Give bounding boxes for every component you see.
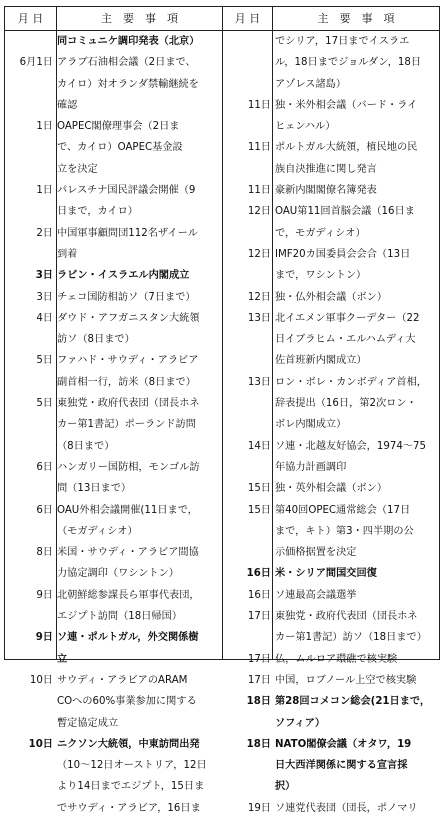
entry-text: チェコ国防相訪ソ（7日まで） bbox=[57, 291, 196, 303]
entry-text: ポルトガル大統領，植民地の民 bbox=[275, 142, 418, 154]
entry-text: 同コミュニケ調印発表（北京） bbox=[57, 36, 200, 47]
chronology-row bbox=[5, 350, 222, 371]
entry-text: OAU外相会議開催(11日まで， bbox=[57, 504, 198, 516]
entry-text: ダウド・アフガニスタン大統領 bbox=[57, 312, 200, 324]
chronology-row bbox=[5, 329, 222, 350]
chronology-row bbox=[223, 329, 439, 350]
chronology-row bbox=[5, 95, 222, 116]
chronology-row bbox=[223, 627, 439, 648]
entry-text: カイロ）対オランダ禁輸継続を bbox=[57, 78, 199, 90]
entry-text: アラブ石油相会議（2日まで、 bbox=[57, 57, 196, 69]
entry-text: 独・米外相会議（バード・ライ bbox=[275, 99, 418, 111]
entry-text: 日大西洋関係に関する宣言採 bbox=[275, 760, 408, 772]
chronology-row bbox=[223, 350, 439, 371]
entry-text: IMF20カ国委員会会合（13日 bbox=[275, 248, 411, 260]
chronology-row bbox=[223, 372, 439, 393]
entry-date: 13日 bbox=[247, 312, 271, 324]
entry-text: ソフィア） bbox=[275, 717, 326, 729]
chronology-row bbox=[223, 478, 439, 499]
chronology-row bbox=[223, 734, 439, 755]
entry-date: 12日 bbox=[247, 291, 271, 303]
entry-date: 3日 bbox=[36, 291, 53, 303]
chronology-row bbox=[5, 457, 222, 478]
entry-date: 8日 bbox=[36, 547, 53, 559]
chronology-row bbox=[223, 244, 439, 265]
entry-text: カー第1書記）ポーランド訪問 bbox=[57, 419, 196, 431]
chronology-row bbox=[5, 308, 222, 329]
chronology-row bbox=[5, 31, 222, 52]
chronology-row bbox=[5, 798, 222, 819]
entry-date: 6日 bbox=[36, 461, 53, 473]
chronology-row bbox=[223, 116, 439, 137]
chronology-row bbox=[223, 265, 439, 286]
entry-text: で、カイロ）OAPEC基金設 bbox=[57, 142, 183, 154]
chronology-row bbox=[223, 691, 439, 712]
chronology-row bbox=[5, 649, 222, 670]
chronology-row bbox=[5, 436, 222, 457]
chronology-row bbox=[223, 52, 439, 73]
chronology-row bbox=[5, 776, 222, 797]
chronology-row bbox=[223, 521, 439, 542]
entry-date: 9日 bbox=[36, 589, 53, 601]
entry-text: でサウディ・アラビア，16日ま bbox=[57, 802, 201, 814]
chronology-row bbox=[223, 393, 439, 414]
chronology-row bbox=[223, 563, 439, 584]
chronology-row bbox=[5, 606, 222, 627]
chronology-row bbox=[5, 265, 222, 286]
entry-date: 10日 bbox=[28, 738, 53, 750]
chronology-row bbox=[223, 223, 439, 244]
event-header-right: 主 要 事 項 bbox=[317, 12, 395, 25]
entry-text: 訪ソ（8日まで） bbox=[57, 334, 135, 346]
entry-text: （10～12日オーストリア，12日 bbox=[57, 760, 207, 772]
chronology-row bbox=[223, 159, 439, 180]
entry-date: 15日 bbox=[247, 504, 271, 516]
entry-text: ソ連・北越友好協会，1974～75 bbox=[275, 440, 426, 452]
chronology-row bbox=[223, 74, 439, 95]
chronology-row bbox=[5, 500, 222, 521]
chronology-row bbox=[5, 627, 222, 648]
entry-text: ヒェンハル） bbox=[275, 121, 336, 133]
entry-text: NATO閣僚会議（オタワ，19 bbox=[275, 738, 412, 750]
chronology-row bbox=[5, 542, 222, 563]
chronology-row bbox=[223, 137, 439, 158]
chronology-row bbox=[5, 713, 222, 734]
entry-text: 東独党・政府代表団（団長ホネ bbox=[275, 611, 418, 623]
chronology-row bbox=[223, 670, 439, 691]
entry-date: 17日 bbox=[247, 674, 271, 686]
chronology-row bbox=[5, 116, 222, 137]
entry-text: 確認 bbox=[57, 99, 78, 111]
chronology-row bbox=[5, 521, 222, 542]
entry-text: 中国，ロブノール上空で核実験 bbox=[275, 674, 417, 686]
entry-text: 独・英外相会議（ボン） bbox=[275, 483, 388, 495]
entry-text: アゾレス諸島） bbox=[275, 78, 347, 90]
entry-date: 2日 bbox=[36, 227, 53, 239]
entry-text: ロン・ボレ・カンボディア首相， bbox=[275, 376, 427, 388]
entry-text: 到着 bbox=[57, 248, 78, 260]
chronology-row bbox=[223, 649, 439, 670]
entry-text: OAPEC閣僚理事会（2日ま bbox=[57, 121, 180, 133]
entry-text: 北イエメン軍事クーデター（22 bbox=[275, 312, 420, 324]
chronology-row bbox=[5, 755, 222, 776]
entry-text: 立 bbox=[57, 653, 68, 665]
entry-text: 択） bbox=[275, 781, 296, 793]
chronology-row bbox=[223, 414, 439, 435]
chronology-row bbox=[5, 585, 222, 606]
chronology-row bbox=[223, 95, 439, 116]
entry-date: 12日 bbox=[247, 206, 271, 218]
entry-text: まで，ワシントン） bbox=[275, 270, 367, 282]
entry-text: 年協力計画調印 bbox=[275, 461, 347, 473]
entry-text: ボレ内閣成立） bbox=[275, 419, 347, 431]
entry-text: 中国軍事顧問団112名ザイール bbox=[57, 227, 198, 239]
entry-text: 示価格据置を決定 bbox=[275, 547, 357, 559]
entry-text: ル，18日までジョルダン，18日 bbox=[275, 57, 422, 69]
entry-text: 米国・サウディ・アラビア間協 bbox=[57, 547, 199, 559]
entry-text: ニクソン大統領，中東訪問出発 bbox=[57, 738, 200, 750]
chronology-row bbox=[223, 287, 439, 308]
entry-text: 問（13日まで） bbox=[57, 483, 132, 495]
chronology-row bbox=[223, 755, 439, 776]
entry-date: 18日 bbox=[246, 696, 271, 708]
chronology-row bbox=[223, 457, 439, 478]
chronology-row bbox=[5, 287, 222, 308]
chronology-row bbox=[5, 137, 222, 158]
chronology-row bbox=[5, 223, 222, 244]
chronology-row bbox=[5, 734, 222, 755]
entry-text: （モガディシオ） bbox=[57, 525, 138, 537]
entry-date: 3日 bbox=[35, 270, 53, 282]
entry-text: ソ連・ポルトガル，外交関係樹 bbox=[57, 632, 199, 644]
chronology-row bbox=[223, 606, 439, 627]
entry-date: 13日 bbox=[247, 376, 271, 388]
entry-text: 第40回OPEC通常総会（17日 bbox=[275, 504, 411, 516]
entry-date: 19日 bbox=[247, 802, 271, 814]
entry-text: （8日まで） bbox=[57, 440, 115, 452]
chronology-row bbox=[5, 478, 222, 499]
entry-text: 豪新内閣閣僚名簿発表 bbox=[275, 185, 377, 197]
chronology-row bbox=[5, 244, 222, 265]
chronology-row bbox=[223, 308, 439, 329]
entry-text: サウディ・アラビアのARAM bbox=[57, 674, 188, 686]
date-header-right: 月 日 bbox=[234, 12, 261, 25]
entry-date: 6日 bbox=[36, 504, 53, 516]
chronology-row bbox=[5, 691, 222, 712]
chronology-row bbox=[5, 159, 222, 180]
entry-text: 仏，ムルロア環礁で核実験 bbox=[275, 653, 398, 665]
entry-date: 1日 bbox=[36, 121, 53, 133]
entry-text: 副首相一行，訪米（8日まで） bbox=[57, 376, 196, 388]
entry-text: 独・仏外相会議（ボン） bbox=[275, 291, 388, 303]
chronology-row bbox=[223, 542, 439, 563]
entry-date: 6月1日 bbox=[19, 57, 53, 69]
chronology-row bbox=[223, 713, 439, 734]
entry-text: 北朝鮮総参謀長ら軍事代表団， bbox=[57, 589, 200, 601]
entry-date: 10日 bbox=[29, 674, 53, 686]
chronology-row bbox=[5, 414, 222, 435]
chronology-row bbox=[5, 52, 222, 73]
entry-date: 5日 bbox=[36, 398, 53, 410]
chronology-row bbox=[223, 585, 439, 606]
entry-date: 17日 bbox=[247, 611, 271, 623]
entry-text: 米・シリア間国交回復 bbox=[275, 568, 377, 580]
chronology-row bbox=[223, 798, 439, 819]
entry-date: 15日 bbox=[247, 483, 271, 495]
entry-text: カー第1書記）訪ソ（18日まで） bbox=[275, 632, 427, 644]
entry-text: 日イブラヒム・エルハムディ大 bbox=[275, 334, 416, 346]
date-header-left: 月 日 bbox=[17, 12, 44, 25]
left-column bbox=[5, 31, 222, 819]
entry-date: 11日 bbox=[247, 99, 271, 111]
entry-text: ラビン・イスラエル内閣成立 bbox=[57, 270, 190, 282]
entry-date: 11日 bbox=[247, 185, 271, 197]
chronology-row bbox=[223, 180, 439, 201]
entry-date: 12日 bbox=[247, 248, 271, 260]
chronology-table bbox=[4, 6, 440, 814]
entry-date: 5日 bbox=[36, 355, 53, 367]
entry-text: 日まで，カイロ） bbox=[57, 206, 138, 218]
entry-text: ソ連最高会議選挙 bbox=[275, 589, 357, 601]
entry-date: 18日 bbox=[246, 738, 271, 750]
entry-text: 佐首班新内閣成立） bbox=[275, 355, 367, 367]
right-column bbox=[223, 31, 439, 819]
entry-date: 4日 bbox=[36, 312, 53, 324]
entry-text: パレスチナ国民評議会開催（9 bbox=[57, 185, 196, 197]
chronology-row bbox=[5, 201, 222, 222]
entry-text: ファハド・サウディ・アラビア bbox=[57, 355, 199, 367]
entry-date: 17日 bbox=[247, 653, 271, 665]
entry-date: 1日 bbox=[36, 185, 53, 197]
entry-text: で，モガディシオ） bbox=[275, 227, 366, 239]
chronology-row bbox=[223, 776, 439, 797]
entry-text: ソ連党代表団（団長，ポノマリ bbox=[275, 802, 418, 814]
entry-text: COへの60%事業参加に関する bbox=[57, 696, 197, 708]
entry-text: まで，キト）第3・四半期の公 bbox=[275, 525, 414, 537]
chronology-row bbox=[223, 201, 439, 222]
entry-date: 16日 bbox=[247, 589, 271, 601]
entry-text: 力協定調印（ワシントン） bbox=[57, 568, 179, 580]
entry-text: でシリア，17日までイスラエ bbox=[275, 36, 410, 47]
entry-text: ハンガリー国防相，モンゴル訪 bbox=[57, 461, 200, 473]
chronology-row bbox=[5, 74, 222, 95]
chronology-row bbox=[5, 670, 222, 691]
chronology-row bbox=[5, 563, 222, 584]
entry-date: 9日 bbox=[35, 632, 53, 644]
entry-text: OAU第11回首脳会議（16日ま bbox=[275, 206, 415, 218]
entry-text: 暫定協定成立 bbox=[57, 717, 119, 729]
entry-text: 辞表提出（16日，第2次ロン・ bbox=[275, 398, 417, 410]
entry-date: 11日 bbox=[247, 142, 271, 154]
chronology-row bbox=[5, 180, 222, 201]
entry-text: エジプト訪問（18日帰国） bbox=[57, 611, 183, 623]
chronology-row bbox=[5, 372, 222, 393]
chronology-row bbox=[5, 393, 222, 414]
entry-text: より14日までエジプト，15日ま bbox=[57, 781, 205, 793]
chronology-row bbox=[223, 31, 439, 52]
chronology-row bbox=[223, 436, 439, 457]
chronology-row bbox=[223, 500, 439, 521]
entry-text: 第28回コメコン総会(21日まで， bbox=[275, 696, 431, 708]
event-header-left: 主 要 事 項 bbox=[101, 12, 178, 25]
entry-text: 東独党・政府代表団（団長ホネ bbox=[57, 398, 200, 410]
entry-text: 立を決定 bbox=[57, 163, 98, 175]
entry-date: 14日 bbox=[247, 440, 271, 452]
entry-text: 族自決推進に関し発言 bbox=[275, 163, 377, 175]
entry-date: 16日 bbox=[246, 568, 271, 580]
